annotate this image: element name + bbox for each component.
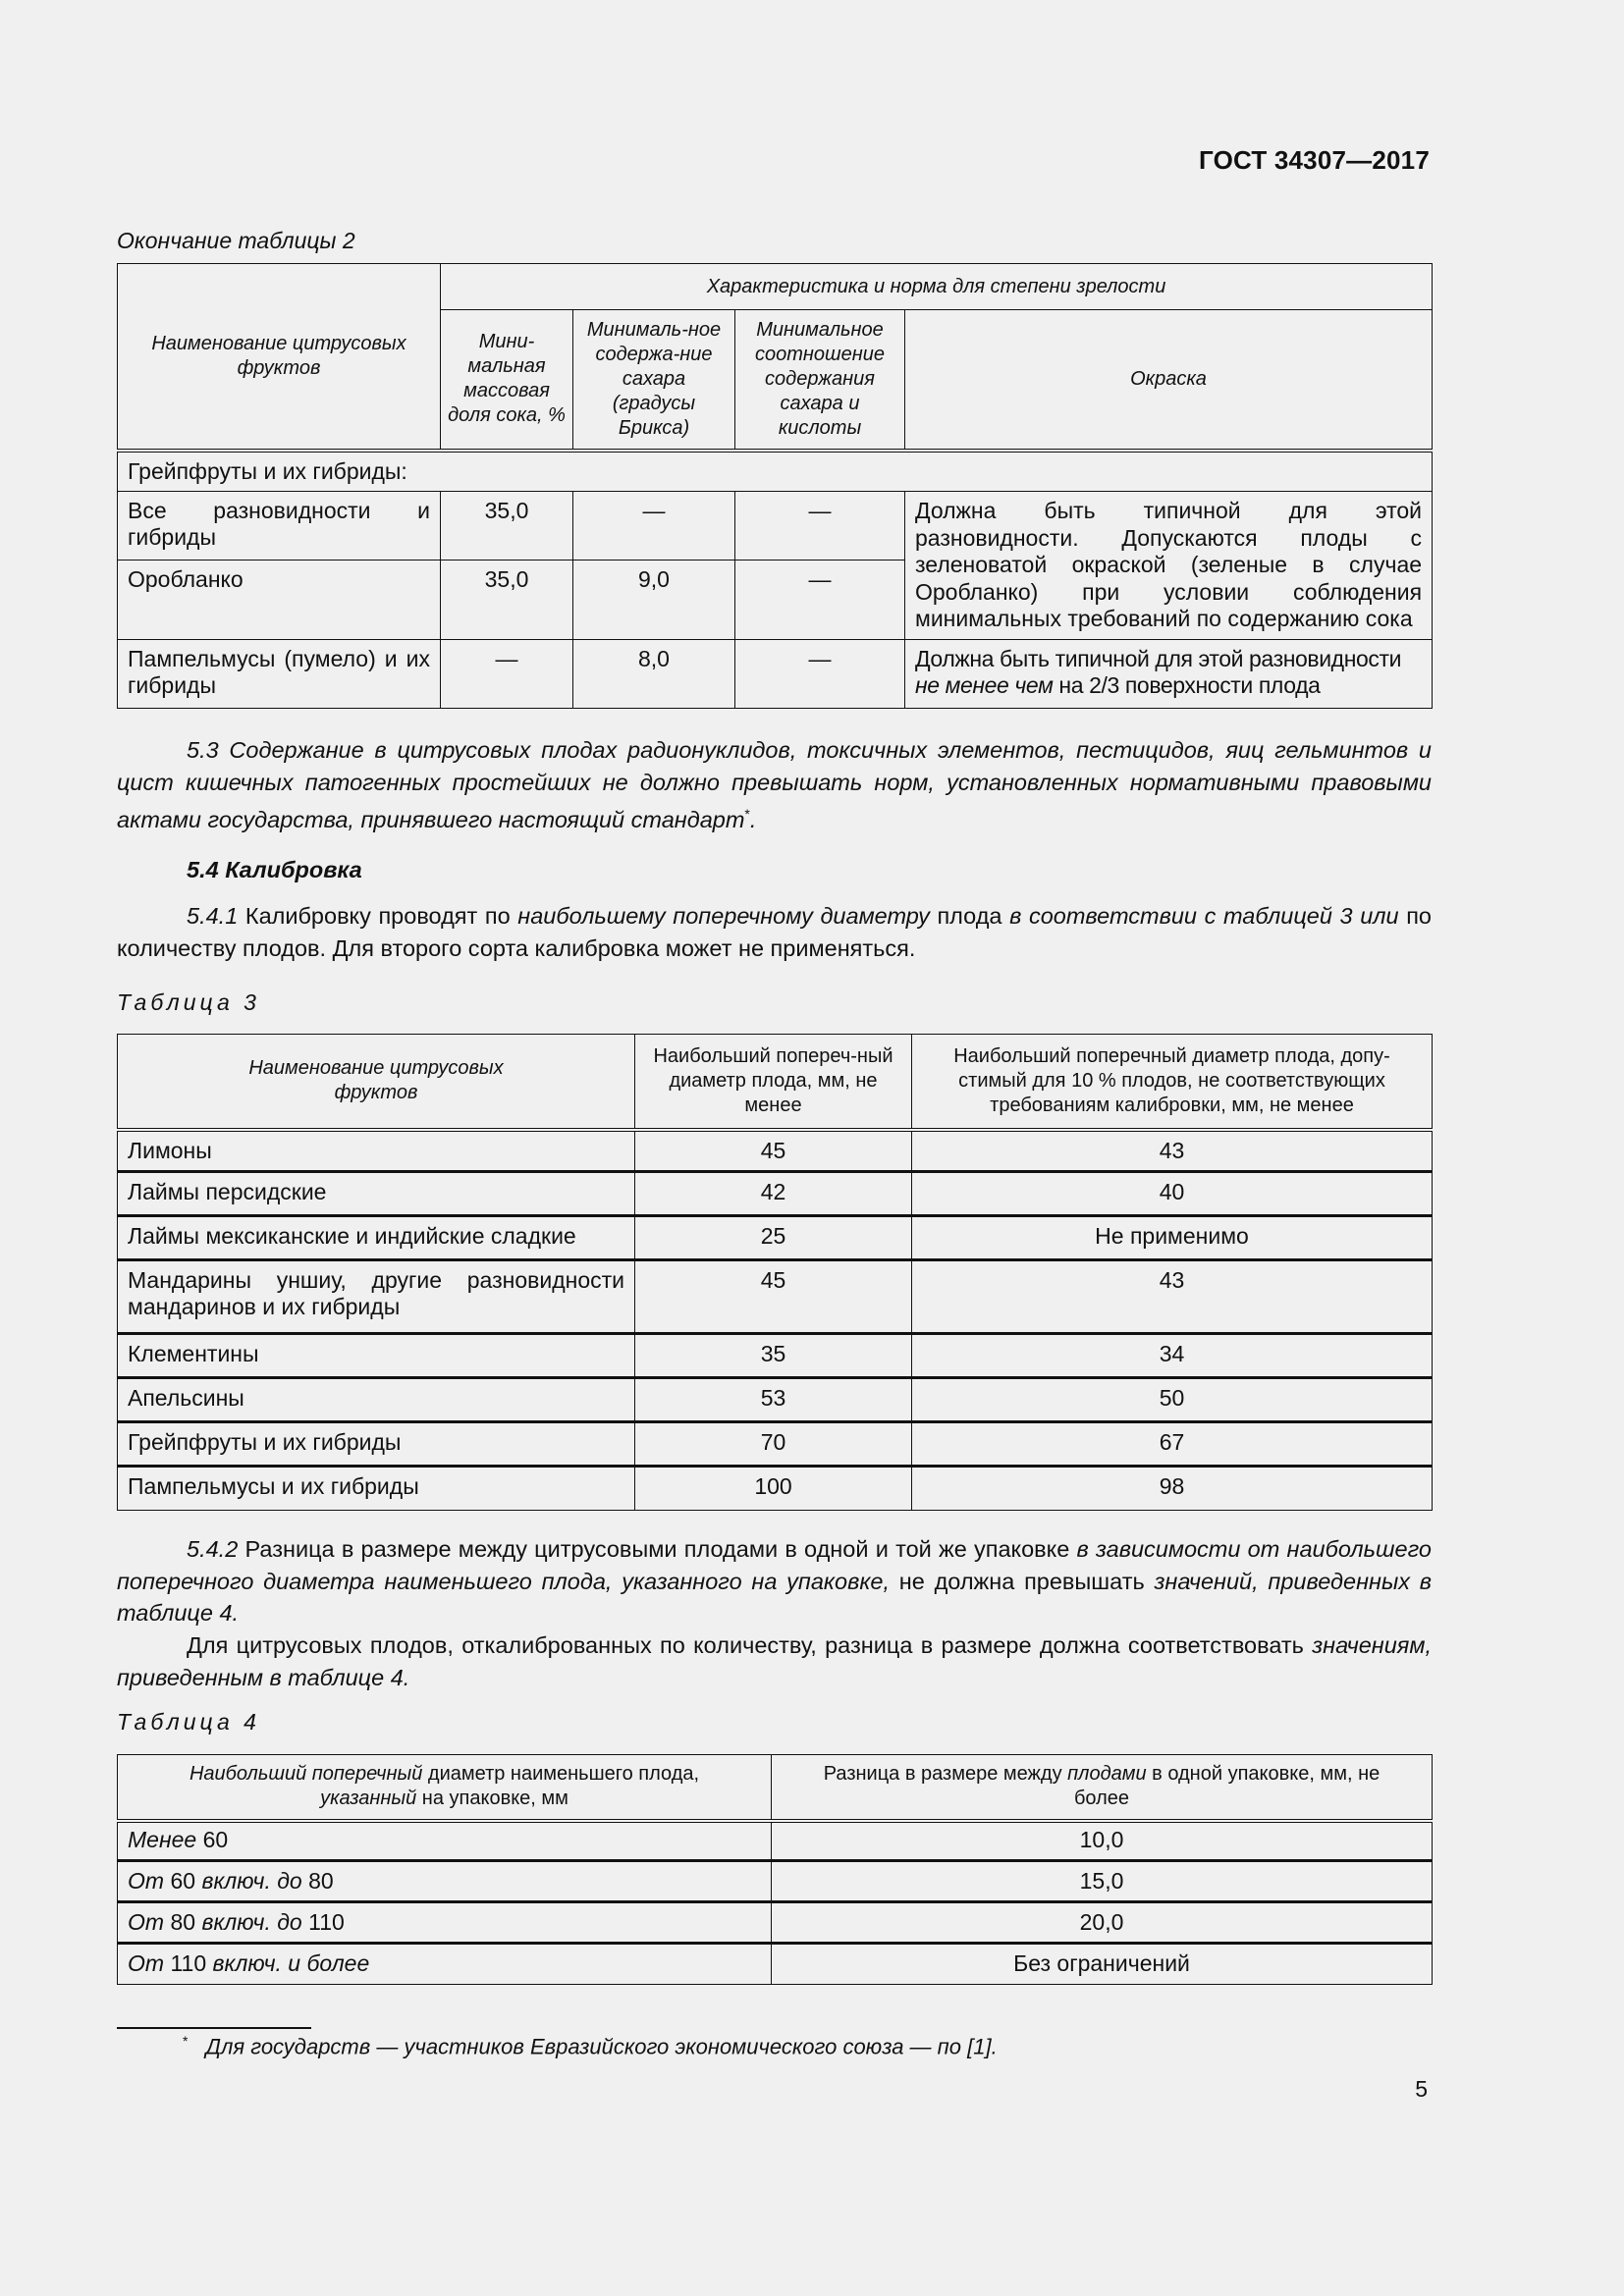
table-row — [118, 1901, 1433, 1943]
min-diameter: 53 — [635, 1378, 912, 1422]
page-number: 5 — [1415, 2076, 1428, 2102]
ratio-value: — — [735, 492, 905, 561]
diameter-range: От 80 включ. до 110 — [118, 1901, 772, 1943]
juice-value: 35,0 — [441, 561, 573, 640]
table2-group-row: Грейпфруты и их гибриды: — [118, 451, 1433, 492]
fruit-name: Клементины — [118, 1334, 635, 1378]
fruit-name: Лимоны — [118, 1130, 635, 1172]
footnote: * Для государств — участников Евразийского экономического союза — по [1]. — [183, 2033, 998, 2059]
fruit-name: Пампельмусы (пумело) и их гибриды — [118, 640, 441, 709]
size-difference: 10,0 — [772, 1821, 1433, 1861]
paragraph-5-4-1: 5.4.1 Калибровку проводят по наибольшему поперечному диаметру плода в соответствии с таблицей 3 или по количеству плодов. Для второго сорта калибровка может не применяться. — [117, 903, 1432, 961]
table3-header-tol: Наибольший поперечный диаметр плода, допу-стимый для 10 % плодов, не соответствующих требованиям калибровки, мм, не менее — [912, 1035, 1433, 1130]
table-row — [118, 1216, 1433, 1260]
ratio-value: — — [735, 640, 905, 709]
min-diameter: 42 — [635, 1172, 912, 1216]
size-difference: Без ограничений — [772, 1943, 1433, 1984]
table-row — [118, 640, 1433, 709]
table4-header-difference: Разница в размере между плодами в одной упаковке, мм, не более — [772, 1755, 1433, 1821]
min-diameter: 45 — [635, 1130, 912, 1172]
fruit-name: Мандарины уншиу, другие разновидности мандаринов и их гибриды — [118, 1260, 635, 1334]
tolerance-diameter: 50 — [912, 1378, 1433, 1422]
table-row — [118, 1260, 1433, 1334]
table-3 — [117, 1034, 1433, 1511]
table-row — [118, 1943, 1433, 1984]
footnote-divider — [117, 2027, 311, 2029]
fruit-name: Грейпфруты и их гибриды — [118, 1422, 635, 1467]
ratio-value: — — [735, 561, 905, 640]
fruit-name: Пампельмусы и их гибриды — [118, 1467, 635, 1511]
fruit-name: Оробланко — [118, 561, 441, 640]
table-2 — [117, 263, 1433, 709]
size-difference: 15,0 — [772, 1860, 1433, 1901]
table-4 — [117, 1754, 1433, 1985]
color-requirement: Должна быть типичной для этой разновидности не менее чем на 2/3 поверхности плода — [905, 640, 1433, 709]
table2-header-color: Окраска — [905, 310, 1433, 451]
sugar-value: 8,0 — [573, 640, 735, 709]
fruit-name: Апельсины — [118, 1378, 635, 1422]
juice-value: 35,0 — [441, 492, 573, 561]
table4-header-diameter: Наибольший поперечный диаметр наименьшего плода, указанный на упаковке, мм — [118, 1755, 772, 1821]
table-row — [118, 492, 1433, 561]
table3-header-name: Наименование цитрусовых фруктов — [118, 1035, 635, 1130]
table2-header-ratio: Минимальное соотношение содержания сахара и кислоты — [735, 310, 905, 451]
table2-header-juice: Мини-мальная массовая доля сока, % — [441, 310, 573, 451]
fruit-name: Все разновидности и гибриды — [118, 492, 441, 561]
min-diameter: 70 — [635, 1422, 912, 1467]
color-requirement: Должна быть типичной для этой разновидности. Допускаются плоды с зеленоватой окраской (зеленые в случае Оробланко) при условии соблюдения минимальных требований по содержанию сока — [905, 492, 1433, 640]
juice-value: — — [441, 640, 573, 709]
table3-header-min: Наибольший попереч-ный диаметр плода, мм, не менее — [635, 1035, 912, 1130]
table3-caption: Таблица 3 — [117, 989, 260, 1015]
document-code: ГОСТ 34307—2017 — [1199, 145, 1430, 175]
diameter-range: Менее 60 — [118, 1821, 772, 1861]
sugar-value: — — [573, 492, 735, 561]
table-row — [118, 1130, 1433, 1172]
table4-caption: Таблица 4 — [117, 1709, 260, 1735]
size-difference: 20,0 — [772, 1901, 1433, 1943]
paragraph-5-3: 5.3 Содержание в цитрусовых плодах радионуклидов, токсичных элементов, пестицидов, яиц гельминтов и цист кишечных патогенных простейших не должно превышать норм, установленных нормативными правовыми актами государства, принявшего настоящий стандарт*. — [117, 737, 1432, 832]
tolerance-diameter: 43 — [912, 1260, 1433, 1334]
table-row — [118, 1422, 1433, 1467]
table2-header-sugar: Минималь-ное содержа-ние сахара (градусы Брикса) — [573, 310, 735, 451]
table-row — [118, 1467, 1433, 1511]
fruit-name: Лаймы мексиканские и индийские сладкие — [118, 1216, 635, 1260]
table2-header-name: Наименование цитрусовых фруктов — [118, 264, 441, 451]
table-row — [118, 1821, 1433, 1861]
min-diameter: 25 — [635, 1216, 912, 1260]
paragraph-5-4-2-continued: Для цитрусовых плодов, откалиброванных по количеству, разница в размере должна соответствовать значениям, приведенным в таблице 4. — [117, 1632, 1432, 1690]
fruit-name: Лаймы персидские — [118, 1172, 635, 1216]
footnote-mark: * — [744, 806, 750, 822]
tolerance-diameter: 43 — [912, 1130, 1433, 1172]
section-heading-5-4: 5.4 Калибровка — [187, 857, 362, 882]
tolerance-diameter: Не применимо — [912, 1216, 1433, 1260]
table-row — [118, 1172, 1433, 1216]
tolerance-diameter: 98 — [912, 1467, 1433, 1511]
table2-caption: Окончание таблицы 2 — [117, 228, 355, 253]
tolerance-diameter: 40 — [912, 1172, 1433, 1216]
paragraph-5-4-2: 5.4.2 Разница в размере между цитрусовыми плодами в одной и той же упаковке в зависимости от наибольшего поперечного диаметра наименьшего плода, указанного на упаковке, не должна превышать значений, приведенных в таблице 4. — [117, 1536, 1433, 1626]
table2-header-group: Характеристика и норма для степени зрелости — [441, 264, 1433, 310]
diameter-range: От 110 включ. и более — [118, 1943, 772, 1984]
min-diameter: 35 — [635, 1334, 912, 1378]
min-diameter: 45 — [635, 1260, 912, 1334]
table-row — [118, 1860, 1433, 1901]
table-row — [118, 1378, 1433, 1422]
table-row — [118, 1334, 1433, 1378]
min-diameter: 100 — [635, 1467, 912, 1511]
diameter-range: От 60 включ. до 80 — [118, 1860, 772, 1901]
tolerance-diameter: 67 — [912, 1422, 1433, 1467]
tolerance-diameter: 34 — [912, 1334, 1433, 1378]
sugar-value: 9,0 — [573, 561, 735, 640]
